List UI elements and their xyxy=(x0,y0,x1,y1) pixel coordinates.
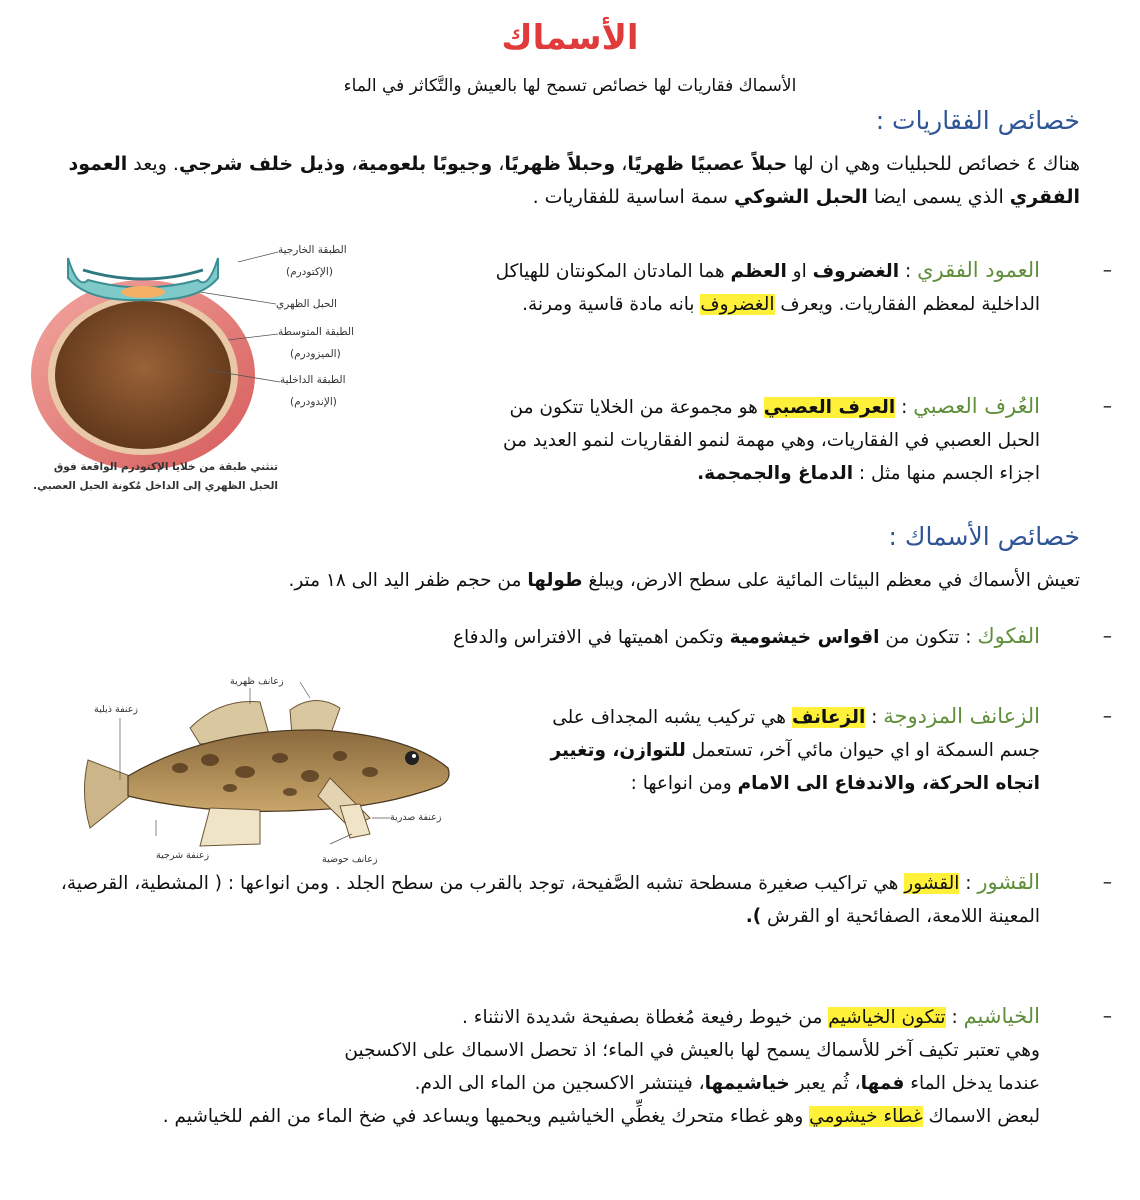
fish-intro: تعيش الأسماك في معظم البيئات المائية على سطح الارض، ويبلغ طولها من حجم ظفر اليد الى ١٨ متر. xyxy=(288,570,1080,591)
bullet-backbone: – العمود الفقري : الغضروف او العظم هما المادتان المكونتان للهياكل الداخلية لمعظم الفقاريات. ويعرف الغضروف بانه مادة قاسية ومرنة. xyxy=(470,254,1040,321)
label-mesoderm: الطبقة المتوسطة xyxy=(278,326,354,338)
bullet-gills: – الخياشيم : تتكون الخياشيم من خيوط رفيعة مُغطاة بصفيحة شديدة الانثناء . وهي تعتبر تكيف آخر للأسماك يسمح لها بالعيش في الماء؛ اذ تحصل الاسماك على الاكسجين عندما يدخل الماء فمها، ثُم يعبر خياشيمها، فينتشر الاكسجين من الماء الى الدم. لبعض الاسماك غطاء خيشومي وهو غطاء متحرك يغطِّي الخياشيم ويحميها ويساعد في ضخ الماء من الفم للخياشيم . xyxy=(60,1000,1040,1133)
fish-illustration xyxy=(60,668,470,878)
bullet-dash: – xyxy=(1102,1006,1112,1027)
label-anal-fin: زعنفة شرجية xyxy=(156,850,210,861)
neural-tube-figure xyxy=(28,240,358,505)
label-ectoderm-term: (الإكتودرم) xyxy=(286,266,333,278)
bullet-dash: – xyxy=(1102,260,1112,281)
page-title: الأسماك xyxy=(501,18,639,58)
label-endoderm-term: (الإندودرم) xyxy=(290,396,337,408)
label-dorsal-fins-a: زعانف ظهرية xyxy=(230,676,284,687)
label-notochord: الحبل الظهري xyxy=(276,298,337,310)
label-ectoderm: الطبقة الخارجية xyxy=(278,244,347,256)
bullet-jaws: – الفكوك : تتكون من اقواس خيشومية وتكمن اهميتها في الافتراس والدفاع xyxy=(240,620,1040,654)
bullet-dash: – xyxy=(1102,396,1112,417)
bullet-scales: – القشور : القشور هي تراكيب صغيرة مسطحة تشبه الصَّفيحة، توجد بالقرب من سطح الجلد . ومن انواعها : ( المشطية، القرصية، المعينة اللامعة، الصفائحية او القرش ). xyxy=(60,866,1040,933)
label-endoderm: الطبقة الداخلية xyxy=(280,374,346,386)
figure1-leader-lines xyxy=(198,240,288,420)
bullet-dash: – xyxy=(1102,626,1112,647)
vertebrates-intro: هناك ٤ خصائص للحبليات وهي ان لها حبلاً عصبيًا ظهريًا، وحبلاً ظهريًا، وجيوبًا بلعومية، وذيل خلف شرجي. ويعد العمود الفقري الذي يسمى ايضا الحبل الشوكي سمة اساسية للفقاريات . xyxy=(68,153,1080,208)
section-heading-fish: خصائص الأسماك : xyxy=(888,522,1080,551)
figure1-caption: تنثني طبقة من خلايا الإكتودرم الواقعة فوق الحبل الظهري إلى الداخل مُكونة الحبل العصبي. xyxy=(33,461,278,492)
bullet-dash: – xyxy=(1102,872,1112,893)
label-pelvic-fins: زعانف حوضية xyxy=(322,854,378,865)
section-heading-vertebrates: خصائص الفقاريات : xyxy=(875,106,1080,135)
fish-figure xyxy=(60,668,470,878)
bullet-neural-crest: – العُرف العصبي : العرف العصبي هو مجموعة من الخلايا تتكون من الحبل العصبي في الفقاريات، وهي مهمة لنمو الفقاريات لنمو العديد من اجزاء الجسم منها مثل : الدماغ والجمجمة. xyxy=(470,390,1040,490)
bullet-dash: – xyxy=(1102,706,1112,727)
label-mesoderm-term: (الميزودرم) xyxy=(290,348,341,360)
bullet-paired-fins: – الزعانف المزدوجة : الزعانف هي تركيب يشبه المجداف على جسم السمكة او اي حيوان مائي آخر، تستعمل للتوازن، وتغيير اتجاه الحركة، والاندفاع الى الامام ومن انواعها : xyxy=(520,700,1040,800)
label-pectoral-fin: زعنفة صدرية xyxy=(390,812,442,823)
label-tail-fin: زعنفة ذيلية xyxy=(94,704,139,715)
page-subtitle: الأسماك فقاريات لها خصائص تسمح لها بالعيش والتَّكاثر في الماء xyxy=(343,76,797,96)
